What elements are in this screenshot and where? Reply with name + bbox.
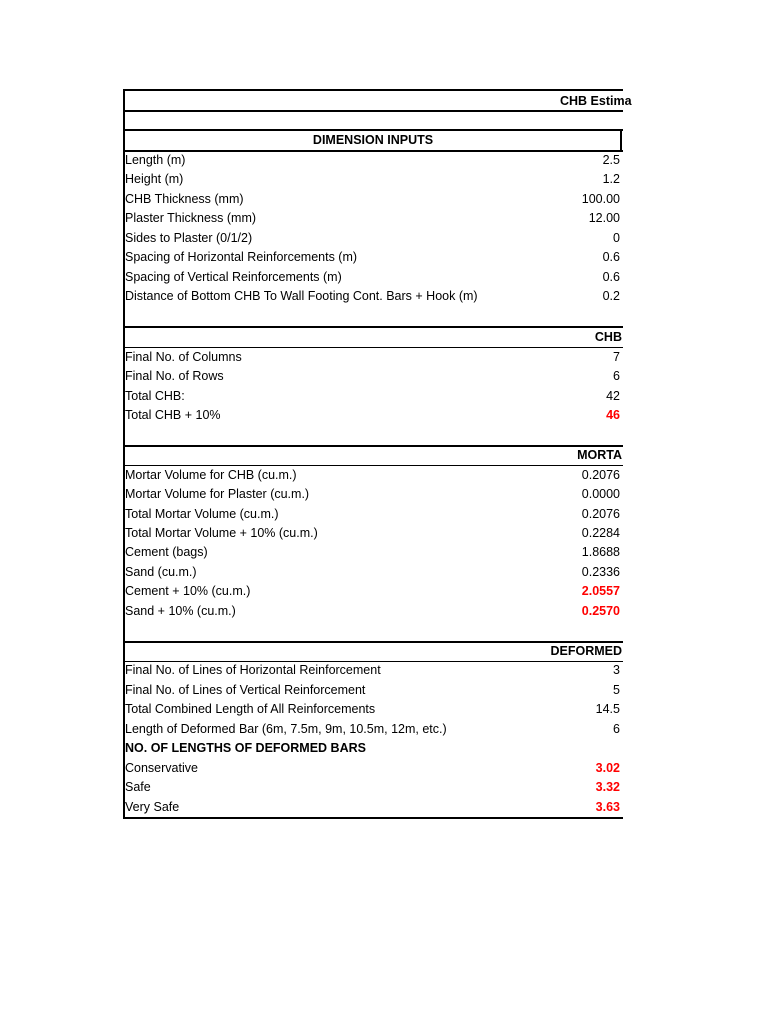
mortar-row-sand [124,563,622,582]
row-value: 100.00 [581,192,620,206]
row-label: Sides to Plaster (0/1/2) [125,231,253,245]
mortar-row-sand-plus-10 [124,602,622,621]
row-label: Total CHB: [125,389,185,403]
deformed-row-bar-length [124,720,622,739]
row-label: Final No. of Lines of Horizontal Reinforcement [125,663,381,677]
chb-row-columns [124,348,622,367]
row-label: Length (m) [125,153,186,167]
row-label: Final No. of Lines of Vertical Reinforcement [125,683,366,697]
dimension-row-chb-thickness [124,190,622,209]
dimension-row-height [124,170,622,189]
row-label: Sand (cu.m.) [125,565,197,579]
chb-row-total [124,387,622,406]
row-label: Height (m) [125,172,184,186]
dimension-row-horizontal-spacing [124,248,622,267]
deformed-row-safe [124,778,622,797]
row-value: 7 [613,350,620,364]
dimension-row-length [124,151,622,170]
row-value: 1.8688 [581,545,620,559]
deformed-row-lengths-heading [124,739,622,758]
dimension-row-sides-to-plaster [124,229,622,248]
row-label: Total CHB + 10% [125,408,221,422]
row-label: Total Combined Length of All Reinforcements [125,702,376,716]
deformed-row-very-safe [124,798,622,817]
row-value: 0 [613,231,620,245]
deformed-header: DEFORMED [550,644,622,658]
mortar-row-total-volume [124,505,622,524]
title-underline [123,110,623,112]
deformed-row-horizontal-lines [124,661,622,680]
row-value: 0.2284 [581,526,620,540]
row-value: 42 [606,389,620,403]
dimension-row-plaster-thickness [124,209,622,228]
row-label: Very Safe [125,800,180,814]
row-value: 3 [613,663,620,677]
row-value-highlight: 2.0557 [581,584,620,598]
mortar-row-total-plus-10 [124,524,622,543]
row-label: Length of Deformed Bar (6m, 7.5m, 9m, 10.5m, 12m, etc.) [125,722,447,736]
row-value: 14.5 [595,702,620,716]
row-label: Mortar Volume for CHB (cu.m.) [125,468,297,482]
row-label: Total Mortar Volume (cu.m.) [125,507,279,521]
deformed-row-vertical-lines [124,681,622,700]
row-value-highlight: 3.02 [595,761,620,775]
frame-top-border [123,89,623,91]
dimension-row-vertical-spacing [124,268,622,287]
row-label: CHB Thickness (mm) [125,192,244,206]
mortar-row-cement [124,543,622,562]
chb-header: CHB [594,330,622,344]
row-value: 6 [613,722,620,736]
row-value: 5 [613,683,620,697]
row-value: 12.00 [588,211,620,225]
dimension-row-bottom-distance [124,287,622,306]
row-value: 0.6 [602,270,620,284]
row-label: NO. OF LENGTHS OF DEFORMED BARS [125,741,366,755]
row-value: 1.2 [602,172,620,186]
mortar-row-cement-plus-10 [124,582,622,601]
row-label: Final No. of Columns [125,350,242,364]
row-value: 0.2076 [581,507,620,521]
row-value: 0.6 [602,250,620,264]
row-value-highlight: 3.63 [595,800,620,814]
row-label: Sand + 10% (cu.m.) [125,604,236,618]
row-value: 0.2 [602,289,620,303]
row-label: Cement (bags) [125,545,208,559]
row-value: 0.2336 [581,565,620,579]
row-label: Cement + 10% (cu.m.) [125,584,251,598]
row-value-highlight: 0.2570 [581,604,620,618]
row-value-highlight: 46 [606,408,620,422]
row-label: Final No. of Rows [125,369,224,383]
mortar-row-chb-volume [124,466,622,485]
mortar-row-plaster-volume [124,485,622,504]
dimension-inputs-header: DIMENSION INPUTS [312,133,434,147]
row-label: Mortar Volume for Plaster (cu.m.) [125,487,310,501]
row-label: Distance of Bottom CHB To Wall Footing Cont. Bars + Hook (m) [125,289,478,303]
row-value: 0.2076 [581,468,620,482]
row-value: 0.0000 [581,487,620,501]
deformed-row-conservative [124,759,622,778]
estimate-title: CHB Estima [560,94,632,108]
row-label: Conservative [125,761,198,775]
deformed-row-combined-length [124,700,622,719]
row-label: Total Mortar Volume + 10% (cu.m.) [125,526,318,540]
row-label: Safe [125,780,151,794]
row-value: 2.5 [602,153,620,167]
row-label: Plaster Thickness (mm) [125,211,257,225]
row-label: Spacing of Horizontal Reinforcements (m) [125,250,358,264]
row-value: 6 [613,369,620,383]
chb-row-total-plus-10 [124,406,622,425]
row-value-highlight: 3.32 [595,780,620,794]
frame-bottom-border [123,817,623,819]
mortar-header: MORTA [577,448,622,462]
chb-row-rows [124,367,622,386]
row-label: Spacing of Vertical Reinforcements (m) [125,270,342,284]
